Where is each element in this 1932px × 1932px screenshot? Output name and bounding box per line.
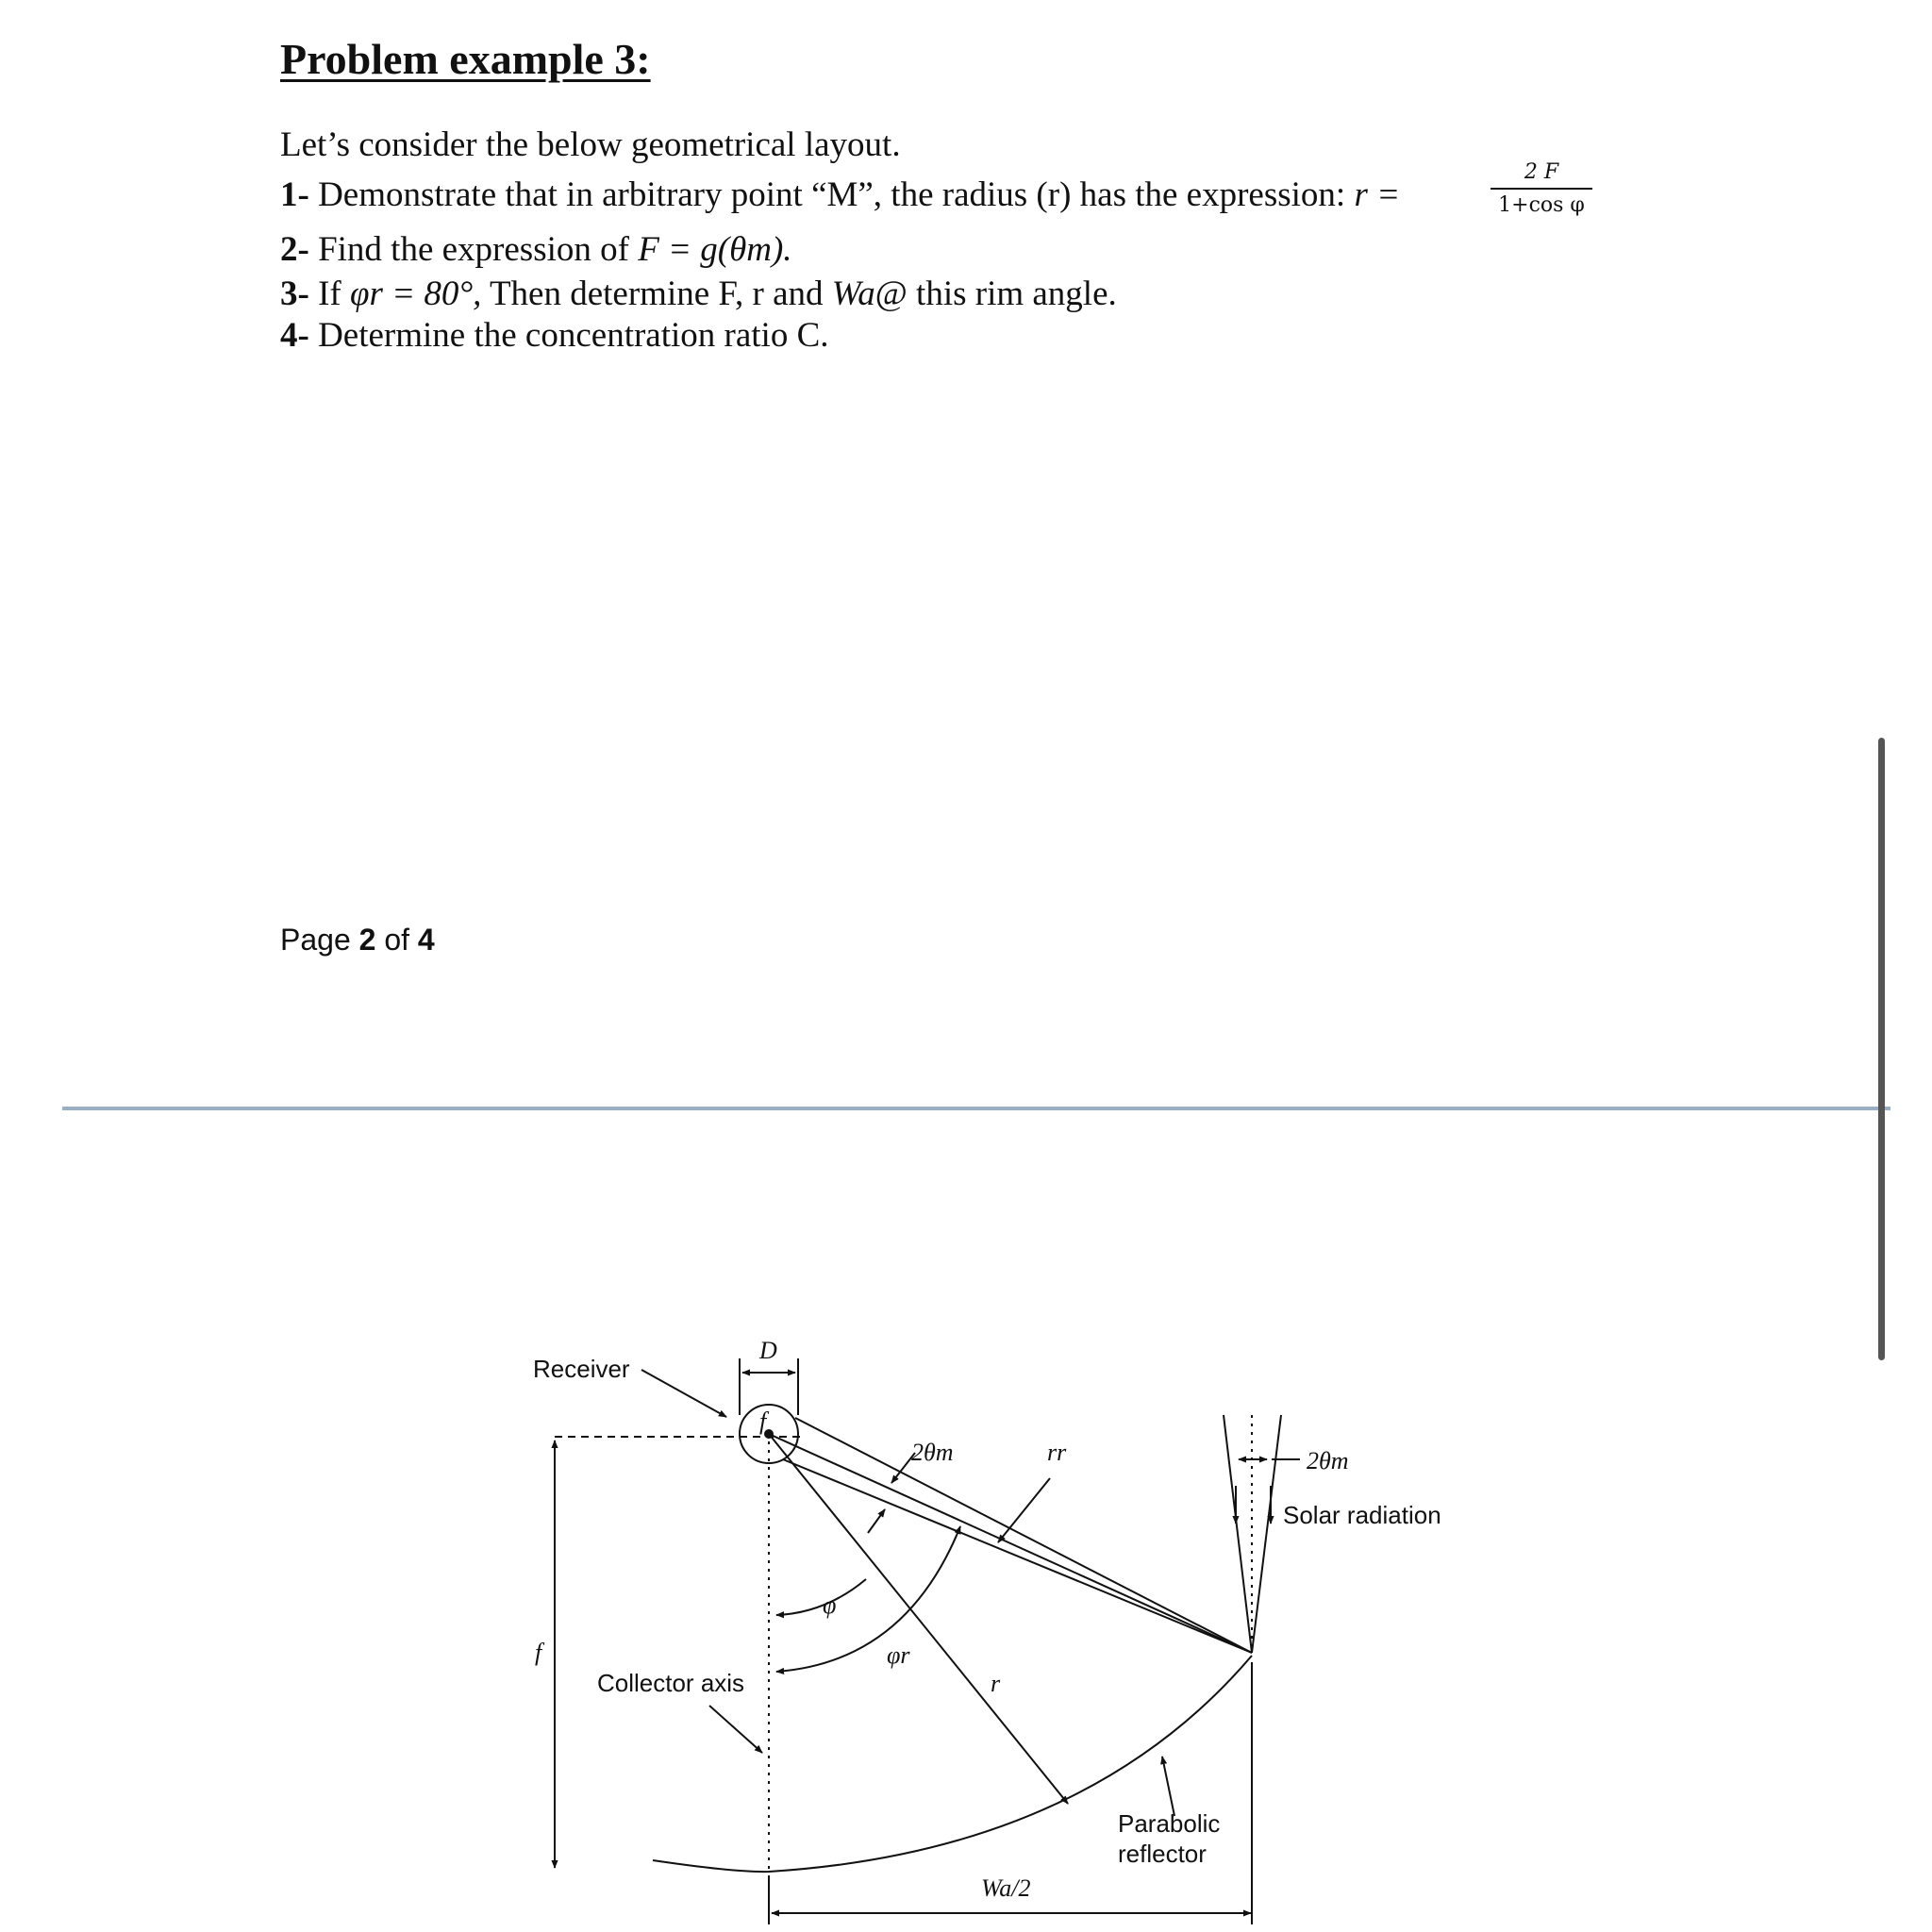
- page-current: 2: [358, 923, 376, 957]
- collector-axis-leader: [709, 1706, 762, 1753]
- receiver-label: Receiver: [533, 1355, 630, 1383]
- question-2-number: 2-: [280, 230, 309, 269]
- ray-rim-upper: [795, 1418, 1252, 1653]
- fraction-numerator: 2 F: [1491, 160, 1592, 190]
- two-theta-m-arrow-lower: [868, 1509, 885, 1533]
- two-theta-m-left-label: 2θm: [911, 1439, 954, 1466]
- collector-axis-label: Collector axis: [597, 1669, 745, 1697]
- phi-r-label: φr: [887, 1641, 910, 1669]
- two-theta-m-right-label: 2θm: [1307, 1447, 1349, 1474]
- question-3-text-c: @ this rim angle.: [874, 275, 1117, 313]
- fraction-denominator: 1+cos φ: [1498, 193, 1585, 217]
- f-center-label: f: [759, 1407, 767, 1435]
- rr-label: rr: [1047, 1439, 1067, 1466]
- solar-ray-right: [1252, 1415, 1281, 1653]
- ray-rim-center: [769, 1434, 1252, 1653]
- question-1-lhs: r =: [1354, 175, 1401, 214]
- question-1-number: 1-: [280, 175, 309, 214]
- problem-intro: Let’s consider the below geometrical layout.: [280, 125, 901, 164]
- question-1-text: Demonstrate that in arbitrary point “M”, the radius (r) has the expression:: [308, 175, 1355, 214]
- solar-ray-left: [1224, 1415, 1252, 1653]
- r-ray: [769, 1434, 1068, 1804]
- parabolic-reflector-label-2: reflector: [1118, 1840, 1207, 1868]
- d-label: D: [759, 1337, 777, 1364]
- question-3-text-b: Then determine F, r and: [481, 275, 832, 313]
- question-4-text: Determine the concentration ratio C.: [308, 316, 829, 355]
- parabolic-reflector-label-1: Parabolic: [1118, 1809, 1221, 1838]
- question-2-math: F = g(θm).: [638, 230, 792, 269]
- rr-leader: [998, 1478, 1050, 1542]
- r-label: r: [991, 1670, 1001, 1697]
- question-2-text: Find the expression of: [308, 230, 639, 269]
- receiver-leader: [641, 1370, 726, 1417]
- ray-rim-lower: [783, 1459, 1252, 1653]
- f-side-label: f: [535, 1639, 542, 1666]
- page-total: 4: [417, 923, 435, 957]
- problem-title: Problem example 3:: [280, 35, 651, 83]
- page-prefix: Page: [280, 923, 359, 957]
- parabolic-reflector-leader: [1162, 1757, 1174, 1816]
- question-3-number: 3-: [280, 275, 309, 313]
- phi-label: φ: [823, 1591, 837, 1619]
- question-3-wa: Wa: [831, 275, 875, 313]
- wa2-label: Wa/2: [981, 1874, 1031, 1902]
- question-3-math: φr = 80°,: [349, 275, 482, 313]
- question-3-text-a: If: [308, 275, 350, 313]
- phi-r-arc: [776, 1526, 960, 1672]
- question-4-number: 4-: [280, 316, 309, 355]
- phi-arc: [776, 1579, 866, 1615]
- solar-radiation-label: Solar radiation: [1283, 1501, 1441, 1529]
- page-mid: of: [375, 923, 418, 957]
